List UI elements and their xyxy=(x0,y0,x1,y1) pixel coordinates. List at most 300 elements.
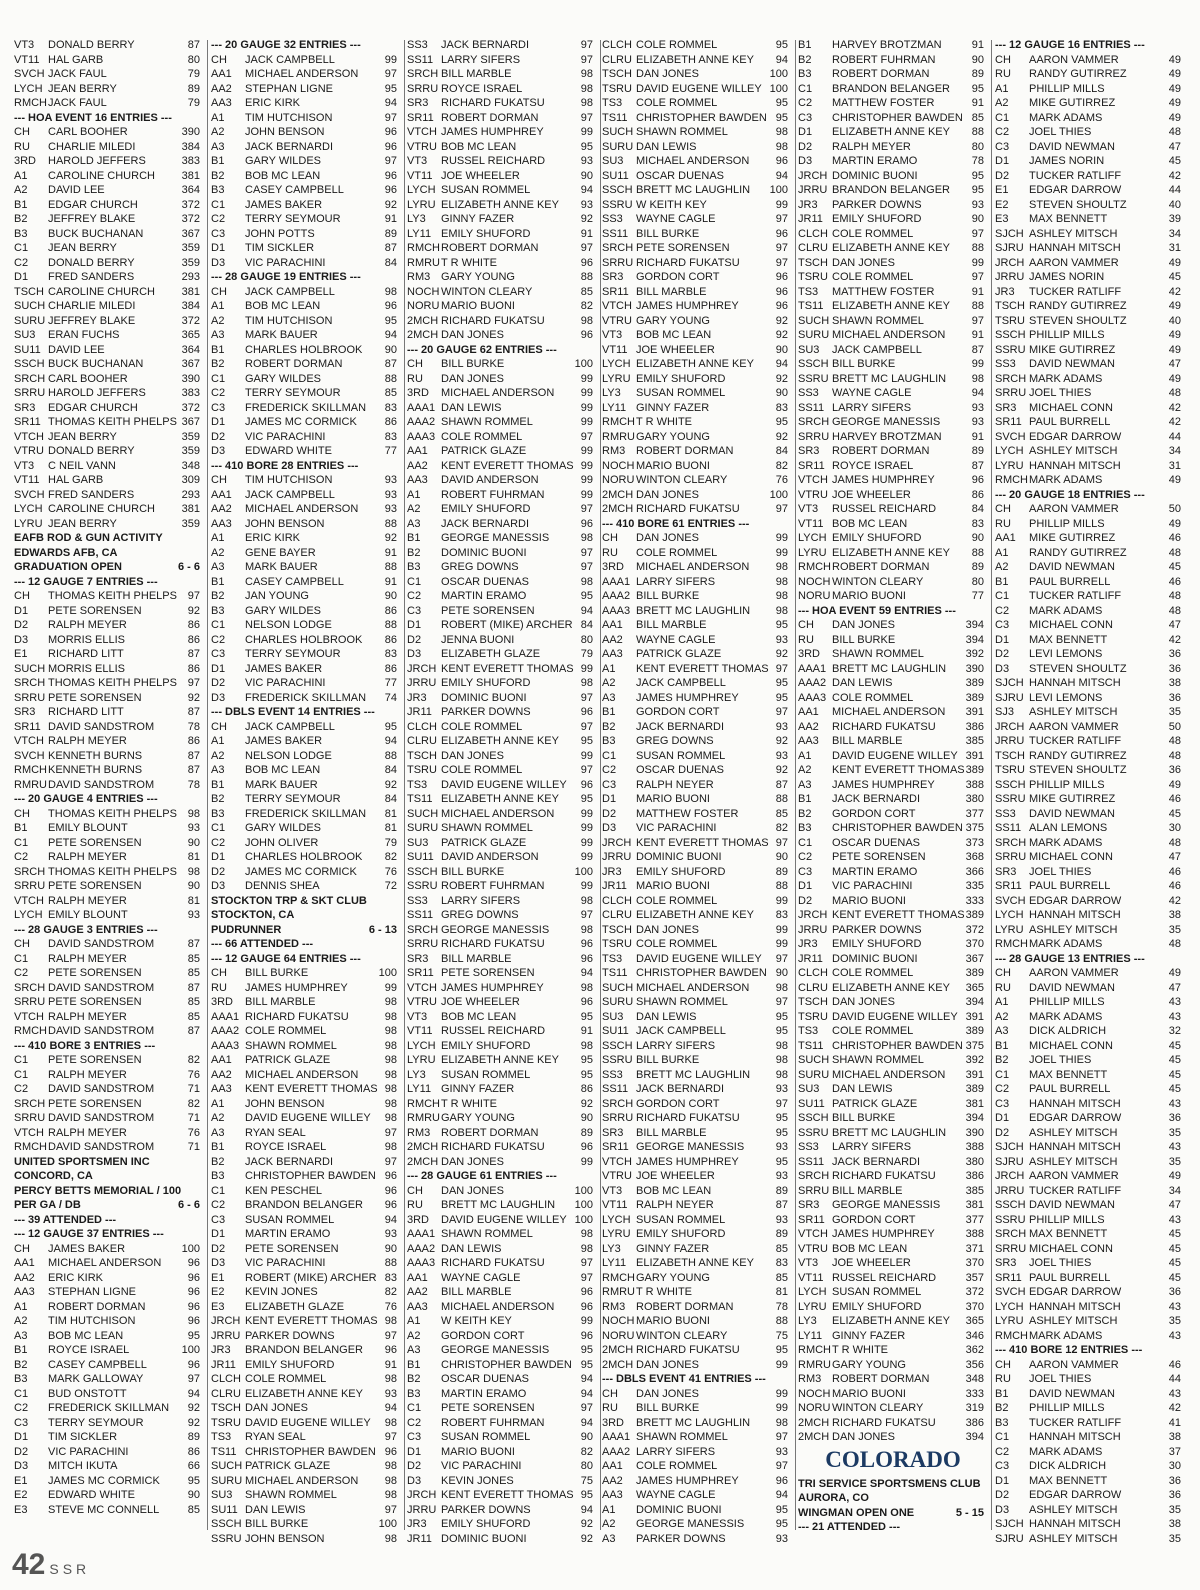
score: 83 xyxy=(384,648,397,660)
result-row xyxy=(995,1300,1185,1315)
class-code: NOCH xyxy=(407,285,440,298)
class-code: AA3 xyxy=(798,735,819,747)
result-row xyxy=(407,894,597,909)
score: 49 xyxy=(1168,1170,1181,1182)
shooter-name: LEVI LEMONS xyxy=(1029,691,1103,704)
score: 49 xyxy=(1168,517,1181,530)
score: 92 xyxy=(187,1416,200,1429)
score: 381 xyxy=(181,285,200,298)
class-code: AAA3 xyxy=(798,691,827,704)
shooter-name: DOMINIC BUONI xyxy=(441,1532,527,1545)
shooter-name: SHAWN ROMMEL xyxy=(832,1054,924,1066)
shooter-name: CHARLIE MILEDI xyxy=(48,300,136,312)
event-header: --- 39 ATTENDED --- xyxy=(14,1213,117,1226)
score: 92 xyxy=(187,1402,200,1414)
class-code: AA1 xyxy=(407,445,428,457)
shooter-name: SUSAN ROMMEL xyxy=(441,1431,531,1443)
shooter-name: DAVID SANDSTROM xyxy=(48,720,155,733)
class-code: AA2 xyxy=(407,459,428,472)
class-code: C1 xyxy=(995,1068,1010,1081)
score: 97 xyxy=(187,590,200,602)
shooter-name: JOE WHEELER xyxy=(832,1257,911,1269)
score: 87 xyxy=(187,648,200,660)
score: 389 xyxy=(965,967,984,979)
result-row xyxy=(798,1082,988,1097)
result-row xyxy=(407,212,597,227)
class-code: CH xyxy=(995,1358,1011,1371)
class-code: VTCH xyxy=(602,1155,632,1168)
class-code: CH xyxy=(211,53,227,66)
shooter-name: RICHARD FUKATSU xyxy=(441,1141,545,1153)
shooter-name: JACK CAMPBELL xyxy=(245,488,335,501)
result-row xyxy=(995,560,1185,575)
result-row xyxy=(995,647,1185,662)
score: 96 xyxy=(384,140,397,153)
score: 48 xyxy=(1168,590,1181,602)
result-row xyxy=(995,705,1185,720)
shooter-name: KENT EVERETT THOMAS xyxy=(441,662,574,675)
shooter-name: DAN LEWIS xyxy=(441,1242,502,1255)
score: 92 xyxy=(384,532,397,544)
result-row xyxy=(14,38,204,53)
score: 94 xyxy=(384,1213,397,1226)
score: 95 xyxy=(580,1010,593,1023)
score: 100 xyxy=(378,1518,397,1530)
class-code: C3 xyxy=(995,140,1010,153)
result-row xyxy=(14,1503,204,1518)
score: 36 xyxy=(1168,764,1181,776)
class-code: A3 xyxy=(211,561,225,573)
result-row xyxy=(995,1517,1185,1532)
score: 84 xyxy=(971,503,984,515)
shooter-name: HAL GARB xyxy=(48,474,104,486)
shooter-name: RALPH MEYER xyxy=(832,140,911,153)
shooter-name: PATRICK GLAZE xyxy=(441,836,527,849)
shooter-name: MAX BENNETT xyxy=(1029,633,1108,646)
event-header: --- 410 BORE 61 ENTRIES --- xyxy=(602,517,750,530)
score: 96 xyxy=(187,1315,200,1327)
score: 99 xyxy=(775,938,788,950)
class-code: B3 xyxy=(995,1416,1009,1429)
result-row xyxy=(211,734,401,749)
shooter-name: GARY YOUNG xyxy=(636,430,710,443)
result-row xyxy=(995,227,1185,242)
score: 88 xyxy=(384,517,397,530)
shooter-name: ELIZABETH ANNE KEY xyxy=(636,358,754,370)
score: 96 xyxy=(187,1286,200,1298)
score: 74 xyxy=(384,691,397,704)
class-code: SRRU xyxy=(14,1112,46,1124)
result-row xyxy=(211,1372,401,1387)
result-row xyxy=(602,1053,792,1068)
class-code: LYCH xyxy=(602,1213,631,1226)
class-code: SUCH xyxy=(798,314,830,327)
shooter-name: GREG DOWNS xyxy=(441,909,519,921)
shooter-name: EMILY SHUFORD xyxy=(636,865,726,878)
shooter-name: W KEITH KEY xyxy=(636,198,707,211)
class-code: B1 xyxy=(798,39,812,51)
class-code: SVCH xyxy=(14,749,45,762)
score: 319 xyxy=(965,1402,984,1414)
shooter-name: PARKER DOWNS xyxy=(245,1329,335,1342)
event-header: --- 20 GAUGE 32 ENTRIES --- xyxy=(211,39,361,51)
score: 35 xyxy=(1168,1315,1181,1327)
class-code: SS3 xyxy=(407,39,428,51)
class-code: C3 xyxy=(407,1431,422,1443)
score: 86 xyxy=(187,1445,200,1458)
result-row xyxy=(602,227,792,242)
score: 97 xyxy=(384,155,397,167)
result-row xyxy=(407,763,597,778)
shooter-name: ROBERT DORMAN xyxy=(832,1373,930,1385)
score: 85 xyxy=(971,111,984,124)
shooter-name: RICHARD FUKATSU xyxy=(636,256,740,269)
shooter-name: JAMES BAKER xyxy=(245,735,323,747)
result-row xyxy=(602,894,792,909)
score: 98 xyxy=(384,1373,397,1385)
result-row xyxy=(995,314,1185,329)
shooter-name: PAUL BURRELL xyxy=(1029,1083,1111,1095)
shooter-name: JAMES HUMPHREY xyxy=(832,1228,935,1240)
shooter-name: PARKER DOWNS xyxy=(636,1532,726,1545)
score: 83 xyxy=(775,1257,788,1269)
score: 93 xyxy=(775,1170,788,1182)
score: 95 xyxy=(971,82,984,95)
score: 91 xyxy=(384,575,397,588)
shooter-name: JACK CAMPBELL xyxy=(245,53,335,66)
score: 372 xyxy=(965,1286,984,1298)
class-code: SSCH xyxy=(602,184,633,196)
result-row xyxy=(602,560,792,575)
class-code: CH xyxy=(211,474,227,486)
result-row xyxy=(995,270,1185,285)
result-row xyxy=(211,676,401,691)
shooter-name: COLE ROMMEL xyxy=(441,764,523,776)
result-row xyxy=(995,386,1185,401)
score: 98 xyxy=(775,575,788,588)
result-row xyxy=(798,1213,988,1228)
score: 96 xyxy=(971,474,984,486)
score: 377 xyxy=(965,1213,984,1226)
score: 95 xyxy=(187,1474,200,1487)
shooter-name: VIC PARACHINI xyxy=(441,1460,522,1472)
shooter-name: EMILY SHUFORD xyxy=(441,1039,531,1052)
shooter-name: JAMES NORIN xyxy=(1029,155,1105,167)
shooter-name: JACK BERNARDI xyxy=(636,720,725,733)
class-code: SUCH xyxy=(407,807,439,820)
score: 95 xyxy=(775,1112,788,1124)
result-row xyxy=(407,96,597,111)
shooter-name: PARKER DOWNS xyxy=(832,923,922,936)
event-header: --- 66 ATTENDED --- xyxy=(211,938,314,950)
shooter-name: EDGAR CHURCH xyxy=(48,401,138,414)
class-code: AA3 xyxy=(407,1300,428,1313)
result-row xyxy=(602,502,792,517)
result-row xyxy=(995,836,1185,851)
score: 97 xyxy=(775,706,788,718)
result-row xyxy=(211,749,401,764)
shooter-name: TUCKER RATLIFF xyxy=(1029,590,1122,602)
shooter-name: BRETT MC LAUGHLIN xyxy=(832,372,947,385)
score: 97 xyxy=(384,1155,397,1168)
result-row xyxy=(602,531,792,546)
result-row xyxy=(995,894,1185,909)
result-row xyxy=(211,1082,401,1097)
shooter-name: HANNAH MITSCH xyxy=(1029,1518,1121,1530)
class-code: CH xyxy=(995,967,1011,979)
shooter-name: DAVID SANDSTROM xyxy=(48,981,155,994)
score: 77 xyxy=(971,590,984,602)
club-info xyxy=(14,560,204,575)
score: 97 xyxy=(775,503,788,515)
score: 389 xyxy=(965,909,984,921)
score: 99 xyxy=(580,474,593,486)
class-code: SRCH xyxy=(14,372,46,385)
score: 99 xyxy=(580,662,593,675)
class-code: B1 xyxy=(995,575,1009,588)
result-row xyxy=(407,1213,597,1228)
result-row xyxy=(211,633,401,648)
result-row xyxy=(407,1068,597,1083)
result-row xyxy=(407,169,597,184)
shooter-name: MICHAEL ANDERSON xyxy=(441,807,555,820)
shooter-name: VIC PARACHINI xyxy=(245,677,326,689)
score: 94 xyxy=(775,169,788,182)
result-row xyxy=(602,865,792,880)
shooter-name: MARK BAUER xyxy=(245,329,318,341)
result-row xyxy=(798,836,988,851)
score: 367 xyxy=(181,227,200,240)
shooter-name: ROYCE ISRAEL xyxy=(245,1141,327,1153)
result-row xyxy=(211,473,401,488)
result-row xyxy=(211,1488,401,1503)
result-row xyxy=(211,227,401,242)
shooter-name: ROBERT DORMAN xyxy=(245,358,343,370)
score: 100 xyxy=(181,1242,200,1255)
shooter-name: DAN JONES xyxy=(441,749,504,762)
shooter-name: AARON VAMMER xyxy=(1029,503,1119,515)
result-row xyxy=(602,154,792,169)
class-code: AA3 xyxy=(602,648,623,660)
shooter-name: ELIZABETH ANNE KEY xyxy=(245,1387,363,1400)
club-info-text: STOCKTON, CA xyxy=(211,909,295,921)
result-row xyxy=(602,618,792,633)
score: 80 xyxy=(971,575,984,588)
class-code: C3 xyxy=(211,401,226,414)
event-header: --- HOA EVENT 16 ENTRIES --- xyxy=(14,111,172,124)
score: 98 xyxy=(580,1228,593,1240)
score: 372 xyxy=(181,314,200,327)
result-row xyxy=(14,662,204,677)
result-row xyxy=(14,169,204,184)
class-code: RMCH xyxy=(602,416,635,428)
shooter-name: MAX BENNETT xyxy=(1029,1228,1108,1240)
score: 47 xyxy=(1168,619,1181,631)
shooter-name: BOB MC LEAN xyxy=(245,169,321,182)
class-code: SU11 xyxy=(14,343,41,356)
class-code: SS3 xyxy=(995,358,1016,370)
score: 34 xyxy=(1168,1184,1181,1197)
shooter-name: JACK FAUL xyxy=(48,68,107,80)
score: 95 xyxy=(775,1518,788,1530)
score: 49 xyxy=(1168,82,1181,95)
class-code: SUCH xyxy=(14,662,46,675)
class-code: TSCH xyxy=(995,749,1025,762)
class-code: E3 xyxy=(995,213,1009,225)
score: 95 xyxy=(775,1155,788,1168)
class-code: VTRU xyxy=(14,445,44,457)
score: 95 xyxy=(580,1489,593,1501)
class-code: SRRU xyxy=(798,1184,830,1197)
shooter-name: BILL MARBLE xyxy=(636,619,707,631)
class-code: TS3 xyxy=(407,778,428,791)
score: 98 xyxy=(384,1460,397,1472)
result-row xyxy=(798,633,988,648)
score: 86 xyxy=(187,633,200,646)
class-code: CLCH xyxy=(407,720,437,733)
class-code: B2 xyxy=(995,1054,1009,1066)
score: 97 xyxy=(580,430,593,443)
score: 45 xyxy=(1168,807,1181,820)
result-row xyxy=(602,546,792,561)
score: 81 xyxy=(384,822,397,834)
shooter-name: PAUL BURRELL xyxy=(1029,416,1111,428)
result-row xyxy=(407,198,597,213)
club-info-text: AURORA, CO xyxy=(798,1492,869,1504)
score: 82 xyxy=(384,851,397,863)
shooter-name: ELIZABETH ANNE KEY xyxy=(832,242,950,254)
score: 95 xyxy=(775,619,788,631)
result-row xyxy=(211,386,401,401)
score: 49 xyxy=(1168,97,1181,109)
shooter-name: CHARLES HOLBROOK xyxy=(245,851,363,863)
shooter-name: JACK FAUL xyxy=(48,97,107,109)
shooter-name: GENE BAYER xyxy=(245,546,316,559)
result-row xyxy=(407,1488,597,1503)
result-row xyxy=(14,1430,204,1445)
class-code: A2 xyxy=(211,749,225,762)
shooter-name: JAMES HUMPHREY xyxy=(441,126,544,138)
result-row xyxy=(798,821,988,836)
class-code: C3 xyxy=(211,227,226,240)
result-row xyxy=(211,1140,401,1155)
score: 388 xyxy=(965,1228,984,1240)
score: 98 xyxy=(384,1532,397,1545)
score: 98 xyxy=(971,372,984,385)
score: 97 xyxy=(971,314,984,327)
result-row xyxy=(602,647,792,662)
score: 90 xyxy=(187,880,200,892)
score: 35 xyxy=(1168,1532,1181,1545)
score: 91 xyxy=(384,546,397,559)
score: 381 xyxy=(181,169,200,182)
result-row xyxy=(211,1068,401,1083)
result-row xyxy=(407,1126,597,1141)
score: 96 xyxy=(384,1445,397,1458)
result-row xyxy=(798,212,988,227)
score: 47 xyxy=(1168,981,1181,994)
class-code: AA1 xyxy=(602,1460,623,1472)
result-row xyxy=(407,1010,597,1025)
shooter-name: ROBERT DORMAN xyxy=(636,1300,734,1313)
shooter-name: PETE SORENSEN xyxy=(48,880,142,892)
class-code: B2 xyxy=(407,1373,421,1385)
event-date: 5 - 15 xyxy=(955,1506,984,1519)
class-code: CLRU xyxy=(602,909,632,921)
shooter-name: SUSAN ROMMEL xyxy=(245,1213,335,1226)
shooter-name: ROBERT FUHRMAN xyxy=(832,53,936,66)
result-row xyxy=(407,575,597,590)
result-row xyxy=(602,1459,792,1474)
score: 390 xyxy=(965,1126,984,1139)
shooter-name: BILL MARBLE xyxy=(441,68,512,80)
result-row xyxy=(14,96,204,111)
shooter-name: GARY WILDES xyxy=(245,372,322,385)
class-code: AAA3 xyxy=(407,1257,436,1269)
shooter-name: KEVIN JONES xyxy=(441,1474,514,1487)
shooter-name: DAN JONES xyxy=(441,1184,504,1197)
shooter-name: SHAWN ROMMEL xyxy=(636,1431,728,1443)
class-code: D3 xyxy=(995,662,1010,675)
class-code: SVCH xyxy=(995,1286,1026,1298)
score: 49 xyxy=(1168,343,1181,356)
score: 98 xyxy=(580,68,593,80)
class-code: SRCH xyxy=(995,1228,1027,1240)
score: 99 xyxy=(580,445,593,457)
result-row xyxy=(407,517,597,532)
class-code: LYRU xyxy=(995,459,1024,472)
shooter-name: EDGAR DARROW xyxy=(1029,430,1122,443)
score: 92 xyxy=(775,648,788,660)
score: 372 xyxy=(181,401,200,414)
class-code: C3 xyxy=(798,111,813,124)
class-code: C1 xyxy=(14,242,29,254)
shooter-name: DONALD BERRY xyxy=(48,256,135,269)
result-row xyxy=(14,1300,204,1315)
score: 95 xyxy=(580,140,593,153)
score: 96 xyxy=(384,184,397,196)
score: 85 xyxy=(775,1242,788,1255)
score: 82 xyxy=(775,822,788,834)
result-row xyxy=(14,763,204,778)
score: 43 xyxy=(1168,1213,1181,1226)
class-code: LYRU xyxy=(798,546,827,559)
class-code: RU xyxy=(995,1373,1011,1385)
class-code: JRCH xyxy=(602,836,632,849)
result-row xyxy=(14,1387,204,1402)
shooter-name: RALPH MEYER xyxy=(48,735,127,747)
class-code: SSCH xyxy=(995,778,1026,791)
score: 77 xyxy=(384,677,397,689)
class-code: E1 xyxy=(14,1474,28,1487)
shooter-name: JOHN OLIVER xyxy=(245,836,319,849)
score: 96 xyxy=(580,329,593,341)
score: 43 xyxy=(1168,1097,1181,1110)
class-code: A1 xyxy=(14,169,28,182)
score: 34 xyxy=(1168,227,1181,240)
result-row xyxy=(798,1314,988,1329)
shooter-name: DAVID EUGENE WILLEY xyxy=(245,1112,371,1124)
class-code: JR11 xyxy=(798,213,823,225)
class-code: C2 xyxy=(211,836,226,849)
score: 364 xyxy=(181,343,200,356)
score: 99 xyxy=(775,532,788,544)
shooter-name: ASHLEY MITSCH xyxy=(1029,1503,1118,1516)
shooter-name: SHAWN ROMMEL xyxy=(636,126,728,138)
class-code: SS11 xyxy=(407,53,434,66)
result-row xyxy=(602,430,792,445)
score: 85 xyxy=(187,1010,200,1023)
